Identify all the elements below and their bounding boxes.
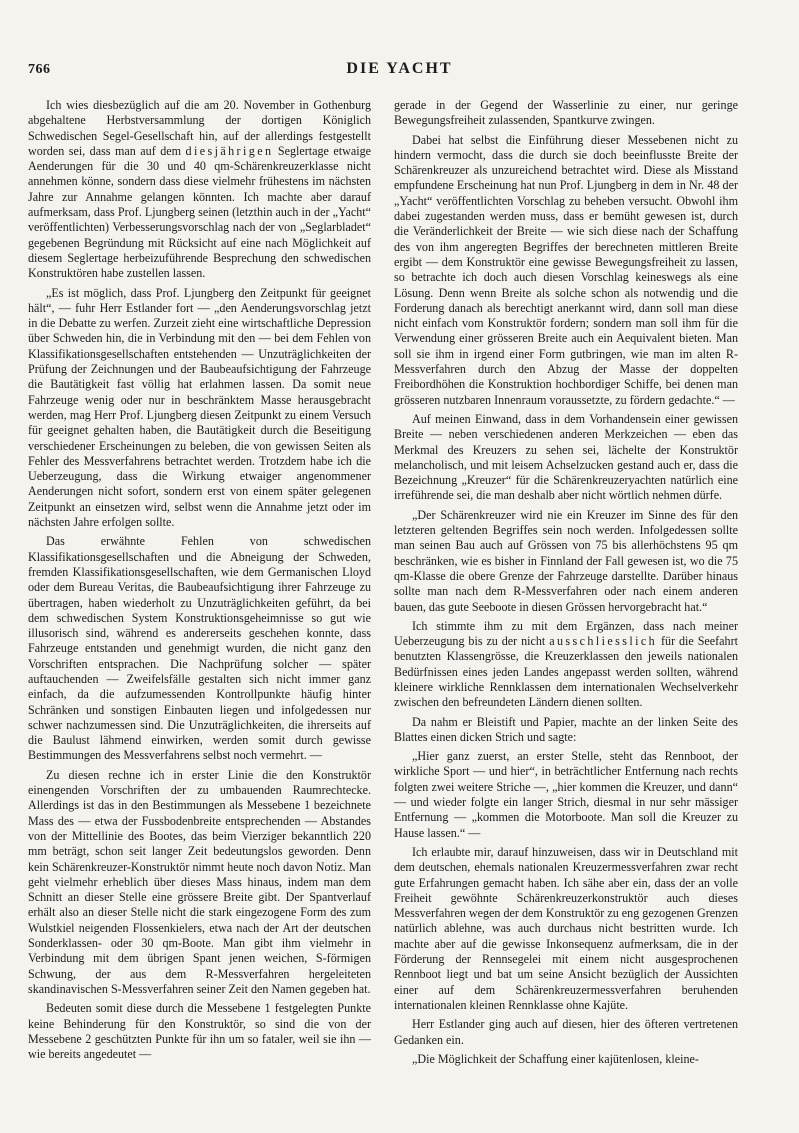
paragraph: „Die Möglichkeit der Schaffung einer kajütenlosen, kleine- [412,1051,699,1066]
paragraph: „Der Schärenkreuzer wird nie ein Kreuzer im Sinne des für den letzteren geltenden Begriffes sein noch werden. Infolgedessen sollte man seinen Bau auch auf Grössen von 75 bis allerhöchstens 95 qm beschränken, wie es bisher in Finnland der Fall gewesen ist, wo die 75 qm-Klasse die obere Grenze der Fahrzeuge darstellte. Darüber hinaus sollte man nach dem R-Messverfahren oder nach einem anderen bauen, das gute Seeboote in diesen Grössen hervorgebracht hat.“ [394,507,738,614]
paragraph: Zu diesen rechne ich in erster Linie die den Konstruktör einengenden Vorschriften der zu umbauenden Raumrechtecke. Allerdings ist das in den Bestimmungen als Messebene 1 bezeichnete Mass des — etwa der Fussbodenbreite entsprechenden — Abstandes von der Mittellinie des Bootes, das beim Vierziger bekanntlich 220 mm beträgt, schon seit langer Zeit bedeutungslos geworden. Denn kein Schärenkreuzer-Konstruktör nimmt heute noch davon Notiz. Man geht vielmehr erheblich über dieses Mass hinaus, indem man dem Schnitt an dieser Stelle eine grössere Breite gibt. Der Spantverlauf erhält also an dieser Stelle nicht die stark eingezogene Form des zum Wulstkiel neigenden Flossenkielers, etwa nach der Art der deutschen Sonderklassen- oder 30 qm-Boote. Man gibt ihm vielmehr in Verbindung mit dem übrigen Spant jenen weichen, S-förmigen Schwung, der aus dem R-Messverfahren hergeleiteten skandinavischen S-Messverfahren seiner Zeit den Namen gegeben hat. [28,767,371,996]
paragraph: Das erwähnte Fehlen von schwedischen Klassifikationsgesellschaften und die Abneigung der Schweden, fremden Klassifikationsgesellschaften, wie dem Germanischen Lloyd oder dem Bureau Veritas, die Baubeaufsichtigung ihrer Fahrzeuge zu übertragen, haben wiederholt zu Unzuträglichkeiten geführt, da bei dem schwedischen System Konstruktionsgeheimnisse so gut wie illusorisch sind, während es andererseits geschehen konnte, dass Fahrzeuge entstanden und genehmigt wurden, die nicht ganz den Vorschriften entsprachen. Die Nachprüfung solcher — später auftauchenden — Zweifelsfälle gestalten sich nicht immer ganz einfach, da die aufzumessenden Kontrollpunkte häufig hinter Schränken und sonstigen Einbauten liegen und infolgedessen nur schwer nachzumessen sind. Die Unzuträglichkeiten, die ihrerseits auf die Baulust lähmend einwirken, werden somit durch gewisse Bestimmungen des Messverfahrens selbst noch vermehrt. — [28,534,371,763]
paragraph: „Es ist möglich, dass Prof. Ljungberg den Zeitpunkt für geeignet hält“, — fuhr Herr Estlander fort — „den Aenderungsvorschlag jetzt in die Debatte zu werfen. Zurzeit zieht eine wirtschaftliche Depression über Schweden hin, die in Verbindung mit den — bei dem Fehlen von Klassifikationsgesellschaften entstehenden — Unzuträglichkeiten der Prüfung der Zeichnungen und der Baubeaufsichtigung der Fahrzeuge die Bautätigkeit fast völlig hat erlahmen lassen. Da somit neue Fahrzeuge wenig oder nur in beschränktem Masse herausgebracht werden, mag Herr Prof. Ljungberg diesen Zeitpunkt zu einem Versuch für geeignet gehalten haben, die Bautätigkeit durch die Beseitigung verschiedener Erscheinungen zu beleben, die von gewissen Seiten als Fehler des Messverfahrens betrachtet werden. Trotzdem habe ich die Ueberzeugung, dass die Wirkung etwaiger angenommener Aenderungen nicht sofort, sondern erst von einem später gelegenen Zeitpunkt an einsetzen wird, selbst wenn die Annahme jetzt oder im nächsten Jahre erfolgen sollte. [28,285,371,530]
paragraph: Herr Estlander ging auch auf diesen, hier des öfteren vertretenen Gedanken ein. [394,1017,738,1047]
left-column [28,98,371,1066]
paragraph: gerade in der Gegend der Wasserlinie zu einer, nur geringe Bewegungsfreiheit zulassenden, Spantkurve zwingen. [394,98,738,128]
text-segment: Seglertage etwaige Aenderungen für die 30 und 40 qm-Schärenkreuzerklasse nicht annehmen könne, sondern dass diese vielmehr frühestens im nächsten Jahre zur Annahme gelangen könnten. Ich machte aber darauf aufmerksam, dass Prof. Ljungberg seinen (letzthin auch in der „Yacht“ veröffentlichten) Verbesserungsvorschlag nach der von „Seglarbladet“ gegebenen Begründung mit Rücksicht auf eine nach Möglichkeit auf diesem Seglertage herbeizuführende Besprechung den schwedischen Konstruktören habe zustellen lassen. [28,143,371,281]
emphasized-text: ausschliesslich [549,634,658,649]
paragraph [394,619,738,711]
right-column [394,98,738,1071]
text-segment: für die Seefahrt benutzten Klassengrösse, die Kreuzerklassen den jeweils nationalen Bedürfnissen eines jeden Landes angepasst werden sollten, während kleinere wirkliche Rennklassen dem internationalen Wechselverkehr zwischen den befreundeten Ländern dienen sollten. [394,634,738,710]
text-segment: Ich stimmte ihm zu mit dem Ergänzen, dass nach meiner Ueberzeugung bis zu der nicht [394,618,738,649]
paragraph: Bedeuten somit diese durch die Messebene 1 festgelegten Punkte keine Behinderung für den Konstruktör, so sind die von der Messebene 2 geschützten Punkte für ihn um so fataler, weil sie ihn — wie bereits angedeutet — [28,1001,371,1062]
emphasized-text: diesjährigen [185,143,274,158]
paragraph: Da nahm er Bleistift und Papier, machte an der linken Seite des Blattes einen dicken Strich und sagte: [394,714,738,744]
page-number: 766 [28,62,51,77]
paragraph [28,98,371,282]
paragraph: Auf meinen Einwand, dass in dem Vorhandensein einer gewissen Breite — neben verschiedenen anderen Merkzeichen — eben das Merkmal des Kreuzers zu sehen sei, lächelte der Konstruktör melancholisch, und mit leisem Achselzucken gestand auch er, dass die Bezeichnung „Kreuzer“ für die Schärenkreuzeryachten natürlich eine irreführende sei, die man deshalb aber nicht wörtlich nehmen dürfe. [394,411,738,503]
paragraph: Dabei hat selbst die Einführung dieser Messebenen nicht zu hindern vermocht, dass die durch sie doch beeinflusste Breite der Schärenkreuzer als unzureichend betrachtet wird. Diese als Misstand empfundene Erscheinung hat nun Prof. Ljungberg in dem in Nr. 48 der „Yacht“ veröffentlichten Vorschlag zu beheben versucht. Obwohl ihm dabei zugestanden werden muss, dass er bemüht gewesen ist, durch die Veränderlichkeit der Breite — wie sich diese nach der Schaffung des von ihm angeregten Begriffes der berechneten mittleren Breite ergibt — dem Konstruktör eine gewisse Bewegungsfreiheit zu lassen, so betrachte ich doch auch diesen Vorschlag keineswegs als eine Lösung. Denn wenn Breite als solche schon als notwendig und die Forderung danach als berechtigt anerkannt wird, dann soll man diese nicht einfach vom Konstruktör fordern; sondern man soll ihm für die Verwendung einer grösseren Breite auch ein Aequivalent bieten. Man soll sie ihm in irgend einer Form gutbringen, wie man im alten R-Messverfahren durch den Abzug der Masse der doppelten Freibordhöhen die Konstruktion hochbordiger Schiffe, bei denen man grösseren nutzbaren Innenraum voraussetzte, zu fördern gedachte.“ — [394,132,738,407]
running-head: DIE YACHT [346,60,453,77]
paragraph: „Hier ganz zuerst, an erster Stelle, steht das Rennboot, der wirkliche Sport — und hier“, in beträchtlicher Entfernung nach rechts folgten zwei weitere Striche —, „hier kommen die Kreuzer, und dann“ — und wieder folgte ein langer Strich, diesmal in nur sehr mässiger Entfernung — „kommen die Motorboote. Man soll die Kreuzer zu Hause lassen.“ — [394,749,738,840]
paragraph: Ich erlaubte mir, darauf hinzuweisen, dass wir in Deutschland mit dem deutschen, ehemals nationalen Kreuzermessverfahren zwar recht gute Erfahrungen gemacht haben. Ich sähe aber ein, dass der an volle Freiheit gewöhnte Schärenkreuzerkonstruktör auch dieses Messverfahren wegen der dem Konstruktör zu eng gezogenen Grenzen natürlich ablehne, was auch durchaus nicht bestritten wurde. Ich machte aber auf die gewisse Inkonsequenz aufmerksam, die in der Förderung der Rennsegelei mit einem nicht ausgesprochenen Rennboot liegt und bat um seine Ansicht bezüglich der Aussichten einer auf dem Schärenkreuzermessverfahren beruhenden internationalen kleinen Rennklasse ohne Kajüte. [394,844,738,1012]
text-segment: Ich wies diesbezüglich auf die am 20. November in Gothenburg abgehaltene Herbstversammlung der dortigen Königlich Schwedischen Segel-Gesellschaft hin, auf der allerdings festgestellt worden sei, dass man auf dem [28,98,371,158]
